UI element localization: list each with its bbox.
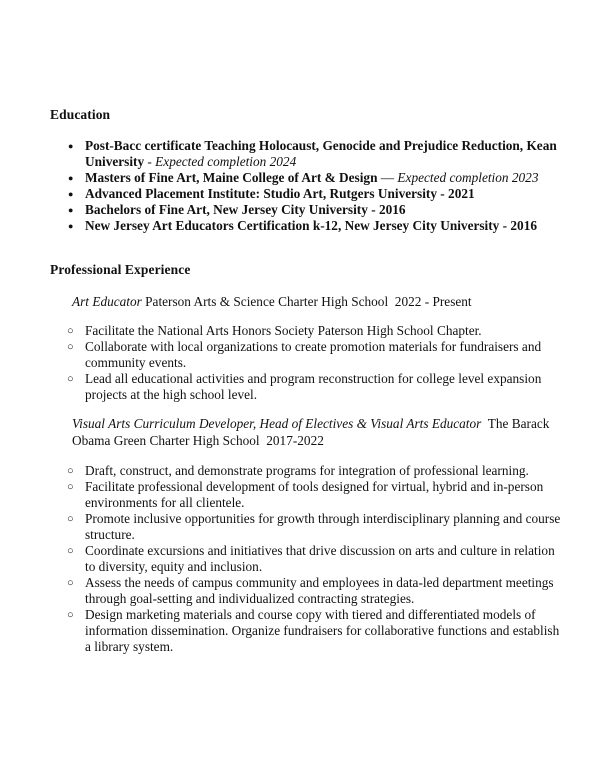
job-role: Visual Arts Curriculum Developer, Head of Electives & Visual Arts Educator	[72, 416, 482, 431]
job-dates: 2017-2022	[266, 433, 324, 448]
duty-item: ○ Collaborate with local organizations to create promotion materials for fundraisers and community events.	[68, 339, 568, 371]
education-item: ● Masters of Fine Art, Maine College of Art & Design — Expected completion 2023	[68, 170, 568, 186]
duty-item: ○ Facilitate professional development of tools designed for virtual, hybrid and in-person environments for all clientele.	[68, 479, 568, 511]
experience-heading: Professional Experience	[50, 262, 191, 277]
education-list	[68, 138, 568, 234]
duty-item: ○ Lead all educational activities and program reconstruction for college level expansion projects at the high school level.	[68, 371, 568, 403]
duty-item: ○ Design marketing materials and course copy with tiered and differentiated models of information dissemination. Organize fundraisers for collaborative functions and establish a library system.	[68, 607, 568, 655]
education-item: ● Bachelors of Fine Art, New Jersey City University - 2016	[68, 202, 568, 218]
education-heading: Education	[50, 107, 111, 122]
duty-item: ○ Draft, construct, and demonstrate programs for integration of professional learning.	[68, 463, 568, 479]
education-item: ● Advanced Placement Institute: Studio Art, Rutgers University - 2021	[68, 186, 568, 202]
duty-item: ○ Assess the needs of campus community and employees in data-led department meetings through goal-setting and individualized contracting strategies.	[68, 575, 568, 607]
job-organization: The Barack Obama Green Charter High School	[72, 416, 550, 448]
duty-item: ○ Facilitate the National Arts Honors Society Paterson High School Chapter.	[68, 323, 568, 339]
job-duties-list	[68, 323, 568, 403]
job-role: Art Educator	[72, 294, 142, 309]
job-dates: 2022 - Present	[394, 294, 472, 309]
job-duties-list	[68, 463, 568, 655]
duty-item: ○ Coordinate excursions and initiatives that drive discussion on arts and culture in relation to diversity, equity and inclusion.	[68, 543, 568, 575]
education-item: ● Post-Bacc certificate Teaching Holocaust, Genocide and Prejudice Reduction, Kean University - Expected completion 2024	[68, 138, 568, 170]
job-organization: Paterson Arts & Science Charter High School	[145, 294, 389, 309]
education-item: ● New Jersey Art Educators Certification k-12, New Jersey City University - 2016	[68, 218, 568, 234]
duty-item: ○ Promote inclusive opportunities for growth through interdisciplinary planning and course structure.	[68, 511, 568, 543]
job-heading	[72, 293, 562, 310]
job-heading	[72, 415, 562, 449]
